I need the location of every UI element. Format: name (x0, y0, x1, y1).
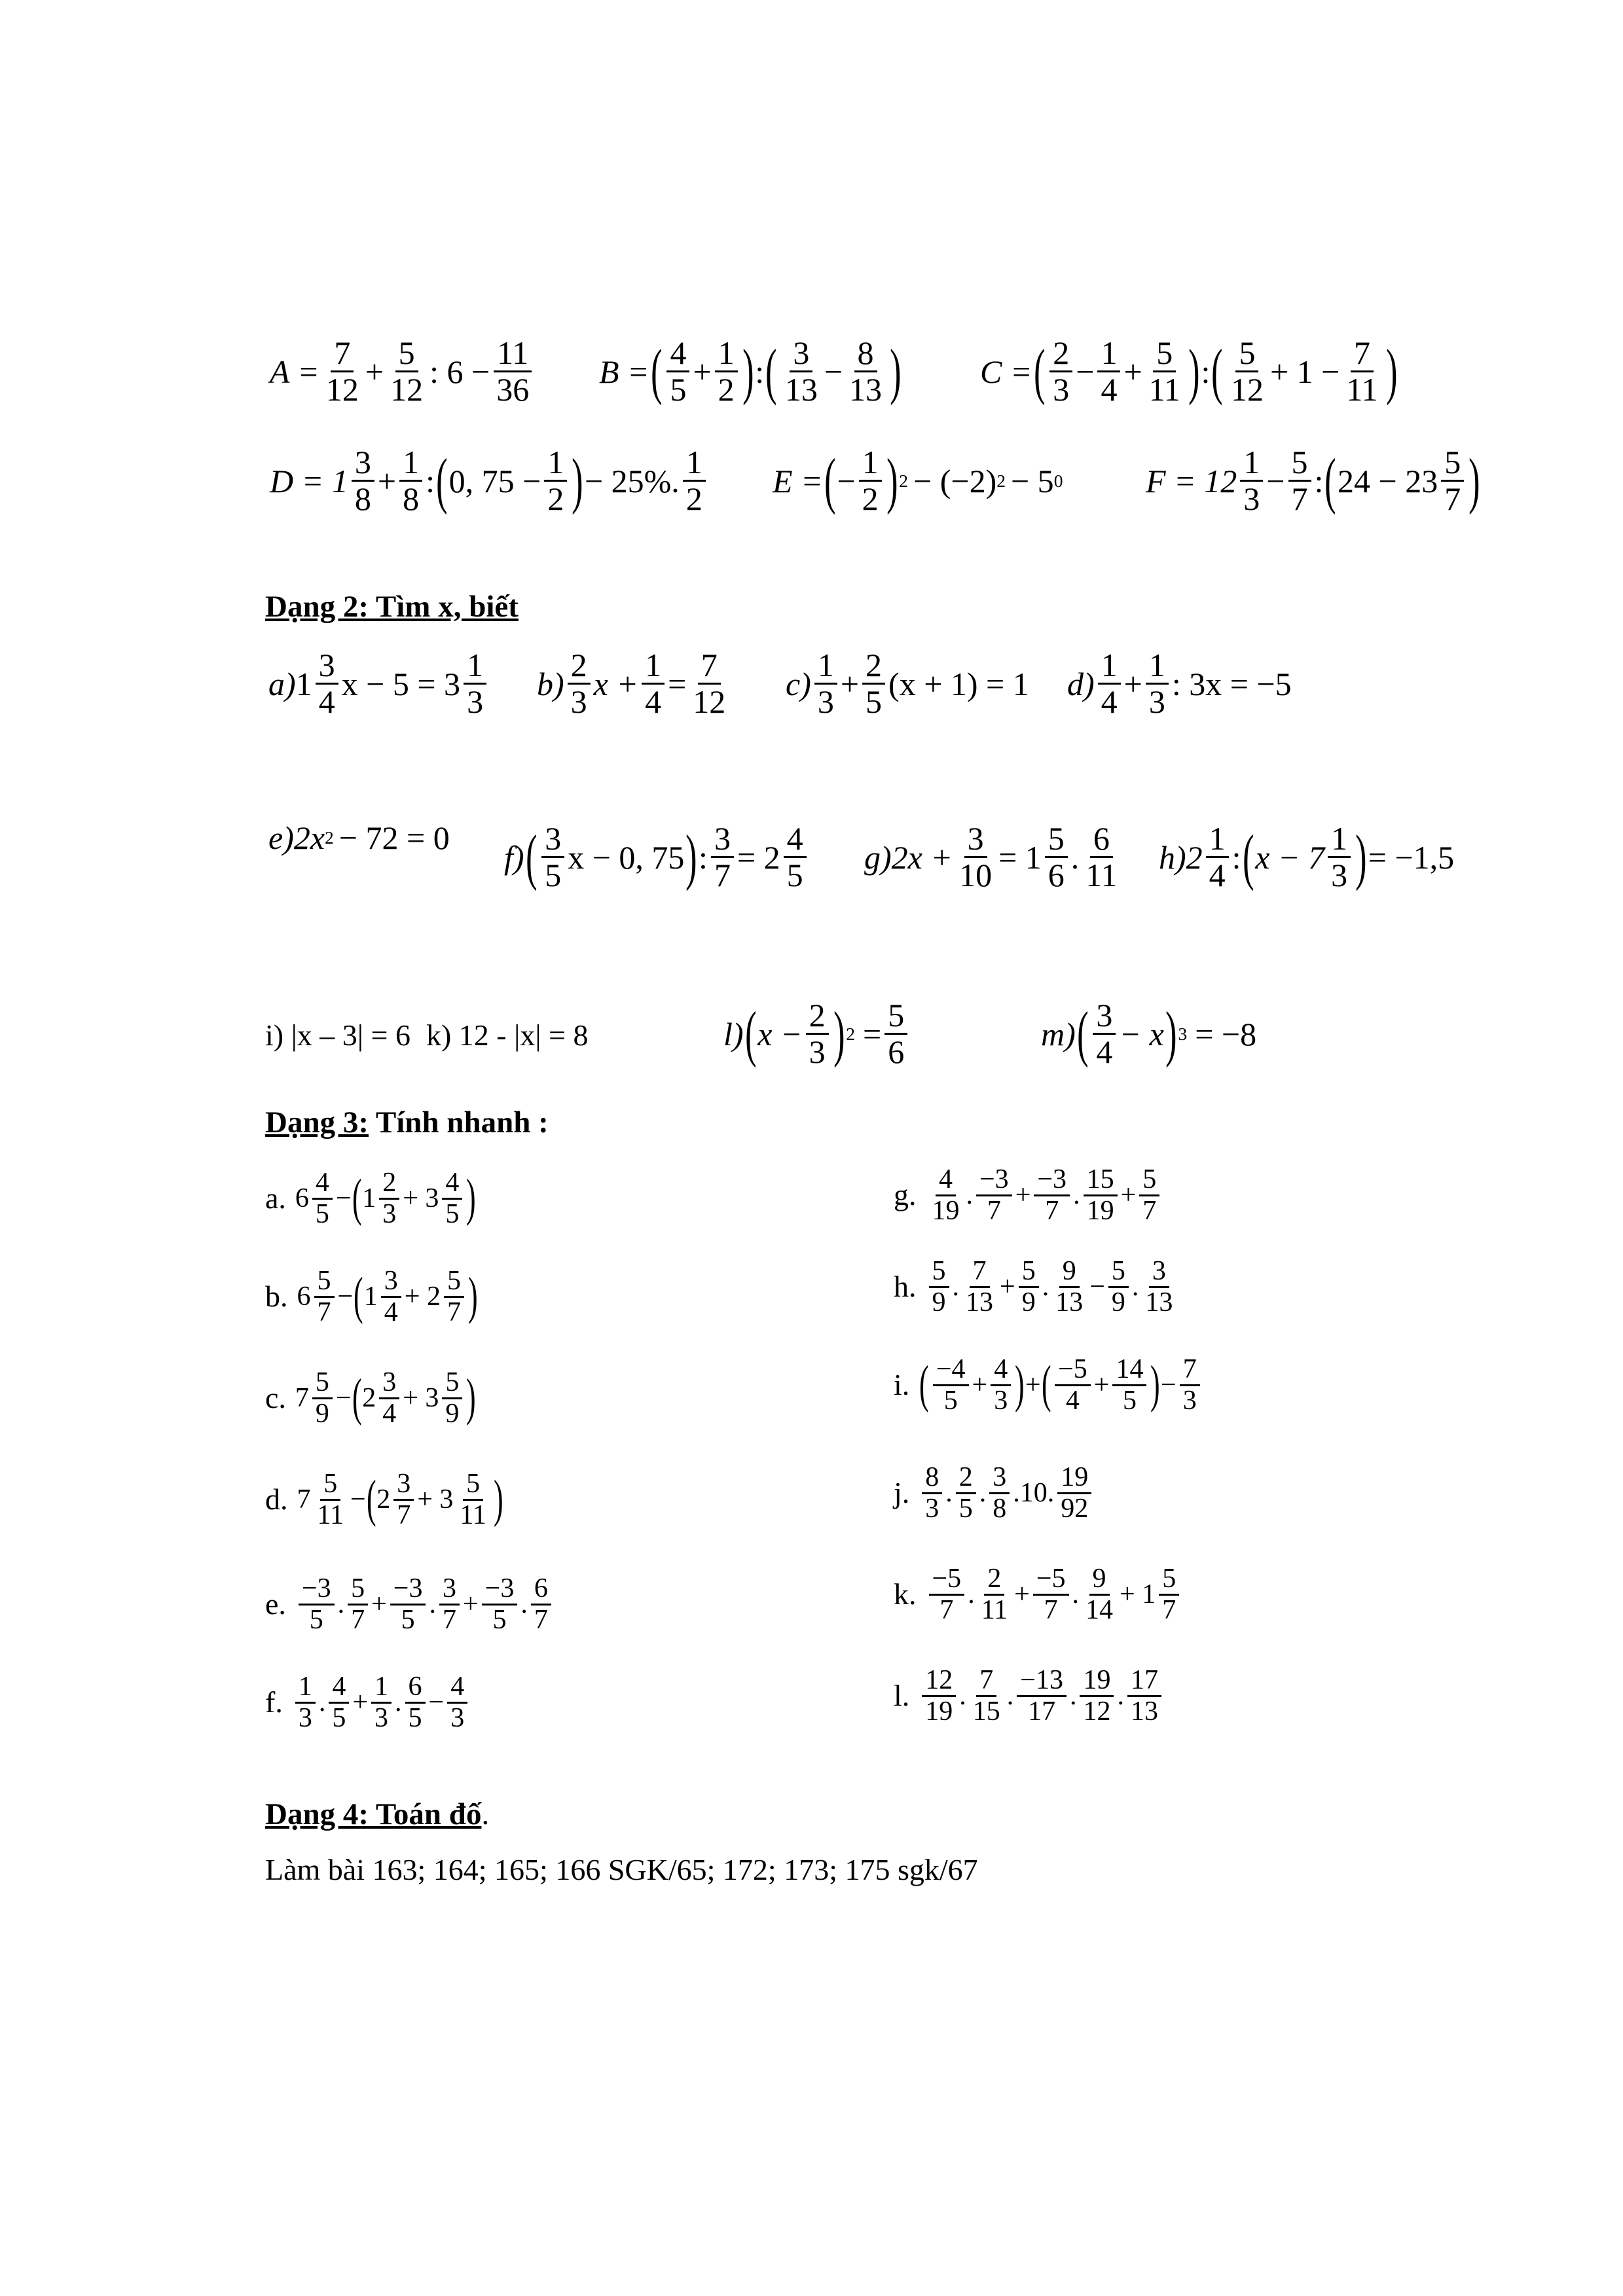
dang2-heading: Dạng 2: Tìm x, biết (265, 590, 519, 624)
dang2-a: a) 1 3 4 x − 5 = 3 1 3 (268, 648, 490, 719)
dang3-heading: Dạng 3: Tính nhanh : (265, 1105, 549, 1139)
expr-F: F = 12 1 3 − $\frac{5}{7}$ : ( 24 − 23 5 7 ) (1146, 444, 1480, 517)
expr-C: C = ( 2 3 − $\frac{1}{4}$ + $\frac{5}{11}$ ) : ( 5 12 + 1 − $\frac{7}{11}$ ) (980, 334, 1398, 408)
dang3-e: e. −3 5 . 5 7 + $\frac{-3}{5}$ . 3 7 + $\frac{-3}{5}$ . 6 7 (265, 1574, 555, 1634)
dang2-i: i) |x – 3| = 6 k) 12 - |x| = 8 (265, 1018, 589, 1052)
dang3-l: l. 12 19 . 7 15 . −13 17 . 19 12 . 17 13 (894, 1666, 1165, 1726)
dang3-b: b. 6 5 7 − ( 1 3 4 + 2 5 7 ) (265, 1266, 478, 1327)
dang3-i: i. ( −4 5 + $\frac{4}{3}$ ) + ( −5 4 + $\frac{14}{5}$ ) − $\frac{7}{3}$ (894, 1355, 1203, 1415)
dang3-k: k. −5 7 . 2 11 + $\frac{-5}{7}$ . 9 14 + 1 5 7 (894, 1564, 1182, 1624)
dang4-heading: Dạng 4: Toán đố. (265, 1797, 490, 1831)
dang3-h: h. 5 9 . 7 13 + $\frac{5}{9}$ . 9 13 − $\frac{5}{9}$ . 3 13 (894, 1256, 1173, 1318)
dang2-c: c) 1 3 + $\frac{2}{5}$ (x + 1) = 1 (786, 647, 1029, 720)
expr-D: D = 1 3 8 + $\frac{1}{8}$ : ( 0, 75 − $\frac{1}{2}$ ) − 25%. 1 2 (270, 445, 709, 516)
expr-B: B = ( 4 5 + $\frac{1}{2}$ ) : ( 3 13 − $\frac{8}{13}$ ) (599, 334, 902, 408)
dang2-d: d) 1 4 + $\frac{1}{3}$ : 3x = −5 (1067, 647, 1292, 720)
dang2-m: m) ( 3 4 − x ) 3 = −8 (1041, 997, 1257, 1070)
dang3-d: d. 7 5 11 − ( 2 3 7 + 3 5 11 ) (265, 1469, 503, 1530)
dang2-g: g)2x + $\frac{3}{10}$ = 1 5 6 . 6 11 (864, 820, 1118, 893)
dang3-g: g. 4 19 . −3 7 + $\frac{-3}{7}$ . 15 19 + $\frac{5}{7}$ (894, 1165, 1163, 1225)
expr-E: E = ( − $\frac{1}{2}$ ) 2 − (−2) 2 − 5 0 (773, 444, 1063, 517)
dang2-h: h)2 1 4 : ( x − 7 1 3 ) = −1,5 (1159, 820, 1455, 893)
dang2-f: f) ( 3 5 x − 0, 75 ) : $\frac{3}{7}$ = 2 4 5 (504, 821, 810, 893)
dang2-e: e)2x 2 − 72 = 0 (268, 819, 450, 856)
dang2-l: l) ( x − $\frac{2}{3}$ ) 2 = $\frac{5}{6}$ (723, 998, 911, 1069)
dang3-f: f. 1 3 . 4 5 + $\frac{1}{3}$ . 6 5 − $\frac{4}{3}$ (265, 1672, 471, 1732)
dang3-a: a. 6 4 5 − ( 1 2 3 + 3 4 5 ) (265, 1168, 476, 1229)
dang2-b: b) 2 3 x + $\frac{1}{4}$ = $\frac{7}{12}$ (537, 647, 726, 720)
dang4-text: Làm bài 163; 164; 165; 166 SGK/65; 172; 173; 175 sgk/67 (265, 1853, 978, 1886)
dang3-j: j. 8 3 . 2 5 . 3 8 .10. 19 92 (894, 1463, 1095, 1523)
dang3-c: c. 7 5 9 − ( 2 3 4 + 3 5 9 ) (265, 1367, 476, 1429)
expr-A: A = $\frac{7}{12}$ + $\frac{5}{12}$ : 6 − $\frac{11}{36}$ (270, 336, 536, 407)
